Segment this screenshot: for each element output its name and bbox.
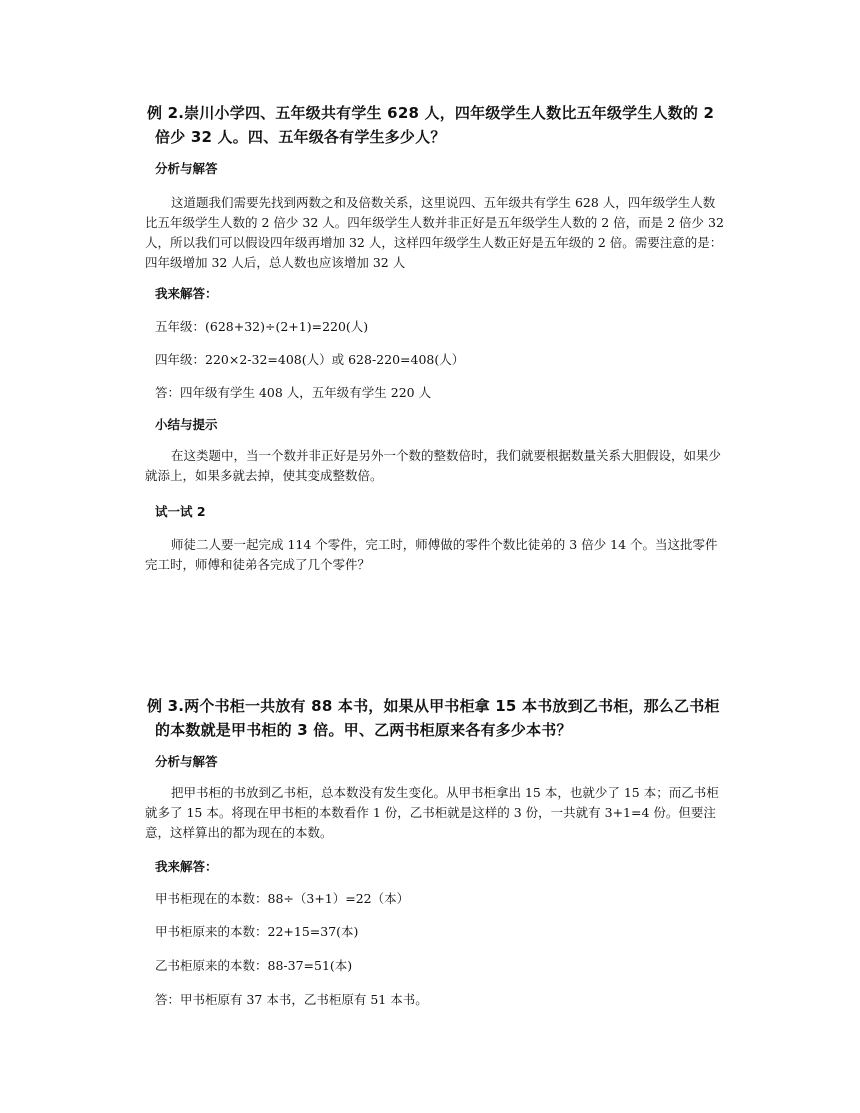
example-2-analysis-heading: 分析与解答 bbox=[155, 161, 218, 176]
example-2-step-2: 四年级：220×2-32=408(人）或 628-220=408(人） bbox=[155, 352, 465, 367]
example-3-step-1: 甲书柜现在的本数：88÷（3+1）=22（本） bbox=[155, 891, 410, 906]
example-2-step-1: 五年级：(628+32)÷(2+1)=220(人) bbox=[155, 319, 369, 334]
example-3-analysis-text: 把甲书柜的书放到乙书柜，总本数没有发生变化。从甲书柜拿出 15 本，也就少了 15 本；而乙书柜就多了 15 本。将现在甲书柜的本数看作 1 份，乙书柜就是这样的 3 份，一共就有 3+1=4 份。但要注意，这样算出的都为现在的本数。 bbox=[145, 785, 719, 840]
example-3-title: 例 3.两个书柜一共放有 88 本书，如果从甲书柜拿 15 本书放到乙书柜，那么乙书柜的本数就是甲书柜的 3 倍。甲、乙两书柜原来各有多少本书？ bbox=[147, 697, 720, 739]
example-3-solve-heading: 我来解答： bbox=[155, 859, 218, 874]
example-2-answer: 答：四年级有学生 408 人，五年级有学生 220 人 bbox=[155, 385, 432, 400]
example-2-solve-heading: 我来解答： bbox=[155, 286, 218, 301]
example-3-step-2: 甲书柜原来的本数：22+15=37(本) bbox=[155, 924, 359, 939]
example-3-step-3: 乙书柜原来的本数：88-37=51(本) bbox=[155, 958, 353, 973]
example-2-try-heading: 试一试 2 bbox=[155, 504, 206, 519]
example-2-summary-text: 在这类题中，当一个数并非正好是另外一个数的整数倍时，我们就要根据数量关系大胆假设，如果少就添上，如果多就去掉，使其变成整数倍。 bbox=[145, 448, 722, 483]
example-2-title: 例 2.崇川小学四、五年级共有学生 628 人，四年级学生人数比五年级学生人数的 2 倍少 32 人。四、五年级各有学生多少人？ bbox=[147, 104, 715, 146]
example-3-answer: 答：甲书柜原有 37 本书，乙书柜原有 51 本书。 bbox=[155, 992, 428, 1007]
example-2-try-text: 师徒二人要一起完成 114 个零件，完工时，师傅做的零件个数比徒弟的 3 倍少 14 个。当这批零件完工时，师傅和徒弟各完成了几个零件？ bbox=[145, 537, 718, 572]
example-2-analysis-text: 这道题我们需要先找到两数之和及倍数关系，这里说四、五年级共有学生 628 人，四年级学生人数比五年级学生人数的 2 倍少 32 人。四年级学生人数并非正好是五年级学生人数的 2 倍，而是 2 倍少 32 人，所以我们可以假设四年级再增加 32 人，这样四年级学生人数正好是五年级的 2 倍。需要注意的是：四年级增加 32 人后，总人数也应该增加 32 人 bbox=[145, 195, 724, 270]
example-3-analysis-heading: 分析与解答 bbox=[155, 754, 218, 769]
example-2-summary-heading: 小结与提示 bbox=[155, 417, 218, 432]
